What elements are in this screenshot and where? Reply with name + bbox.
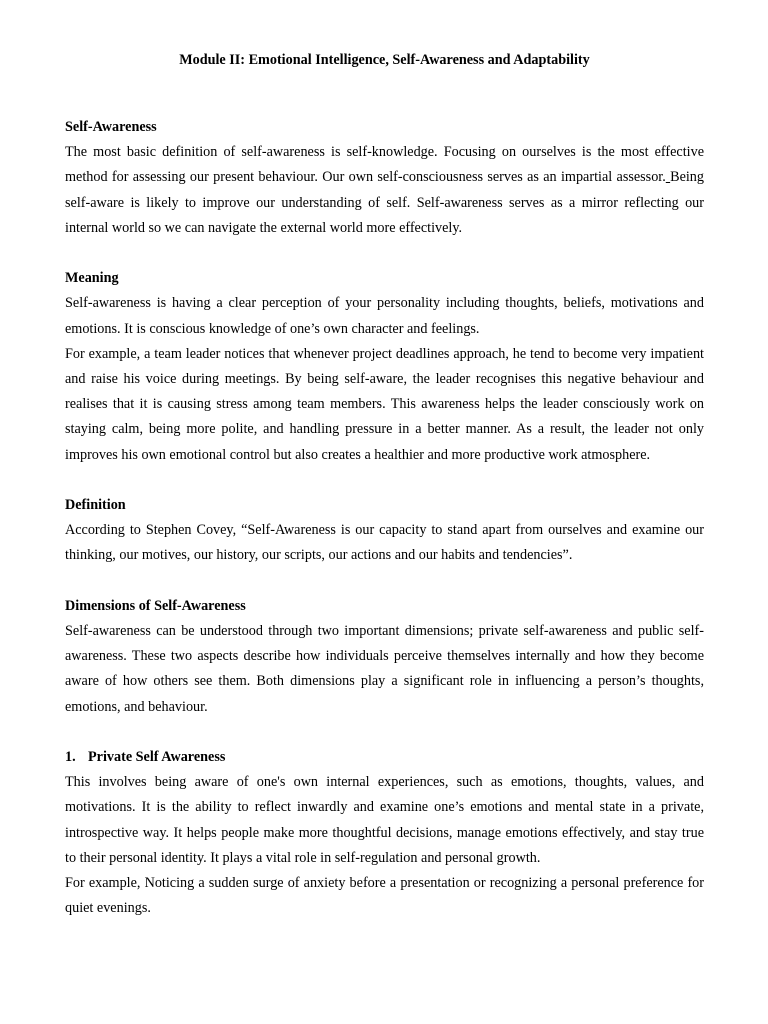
section-heading-definition: Definition: [65, 497, 126, 514]
section-gap: [65, 720, 704, 745]
section-heading-self-awareness: Self-Awareness: [65, 119, 157, 135]
section-gap: [65, 468, 704, 493]
section-heading-meaning: Meaning: [65, 270, 119, 287]
private-heading-label: Private Self Awareness: [88, 749, 226, 766]
definition-paragraph: According to Stephen Covey, “Self-Awareness is our capacity to stand apart from ourselves and examine our thinking, our motives, our history, our scripts, our actions and our habits and tendencies”.: [65, 522, 704, 564]
document-page: [65, 52, 704, 921]
document-title: Module II: Emotional Intelligence, Self-Awareness and Adaptability: [179, 52, 590, 68]
meaning-paragraph-1: Self-awareness is having a clear perception of your personality including thoughts, beliefs, motivations and emotions. It is conscious knowledge of one’s own character and feelings.: [65, 295, 704, 337]
section-gap: [65, 569, 704, 594]
private-paragraph-2: For example, Noticing a sudden surge of anxiety before a presentation or recognizing a personal preference for quiet evenings.: [65, 875, 704, 917]
section-gap: [65, 241, 704, 266]
private-paragraph-1: This involves being aware of one's own internal experiences, such as emotions, thoughts, values, and motivations. It is the ability to reflect inwardly and examine one’s emotions and mental state in a private, introspective way. It helps people make more thoughtful decisions, manage emotions effectively, and stay true to their personal identity. It plays a vital role in self-regulation and personal growth.: [65, 774, 704, 866]
self-awareness-text-a: The most basic definition of self-awareness is self-knowledge. Focusing on ourselves is the most effective method for assessing our present behaviour. Our own self-consciousness serves as an impartial assessor.: [65, 144, 704, 186]
numbered-heading-private: [65, 745, 704, 770]
section-heading-dimensions: Dimensions of Self-Awareness: [65, 597, 246, 614]
dimensions-paragraph: Self-awareness can be understood through two important dimensions; private self-awareness and public self-awareness. These two aspects describe how individuals perceive themselves internally and how they become aware of how others see them. Both dimensions play a significant role in influencing a person’s thoughts, emotions, and behaviour.: [65, 623, 704, 715]
list-number: 1.: [65, 749, 76, 766]
self-awareness-paragraph: [65, 140, 704, 241]
self-awareness-text-b: Being self-aware is likely to improve our understanding of self. Self-awareness serves as a mirror reflecting our internal world so we can navigate the external world more effectively.: [65, 169, 704, 236]
meaning-paragraph-2: For example, a team leader notices that whenever project deadlines approach, he tend to become very impatient and raise his voice during meetings. By being self-aware, the leader recognises this negative behaviour and realises that it is causing stress among team members. This awareness helps the leader consciously work on staying calm, being more polite, and handling pressure in a better manner. As a result, the leader not only improves his own emotional control but also creates a healthier and more productive work atmosphere.: [65, 345, 704, 463]
